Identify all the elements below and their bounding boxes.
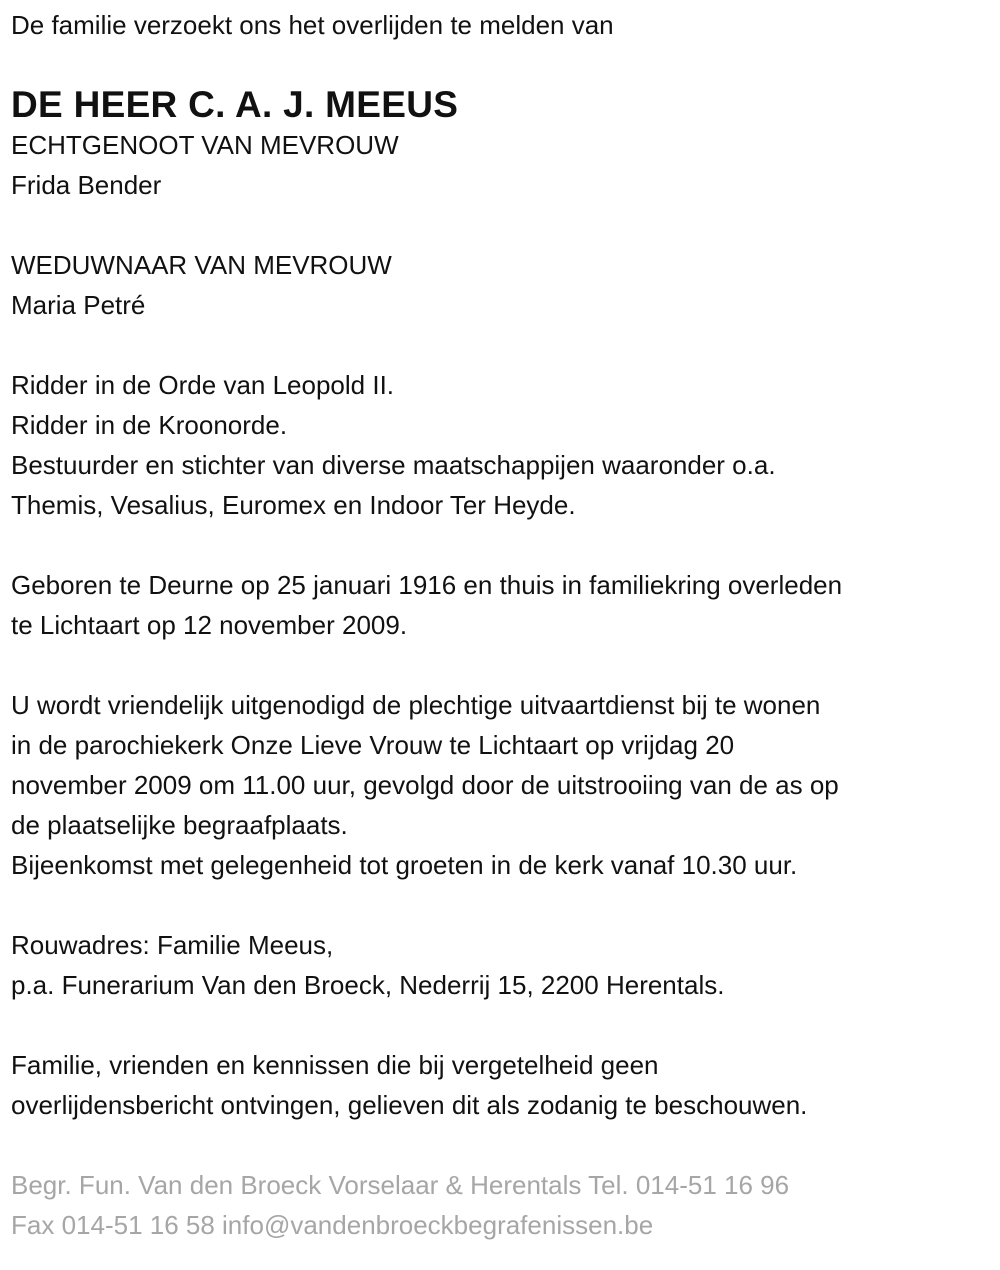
service-line: november 2009 om 11.00 uur, gevolgd door de uitstrooiing van de as op bbox=[11, 770, 839, 800]
service-line: U wordt vriendelijk uitgenodigd de plechtige uitvaartdienst bij te wonen bbox=[11, 690, 821, 720]
spouse2-name: Maria Petré bbox=[11, 290, 146, 320]
honours-line: Bestuurder en stichter van diverse maatschappijen waaronder o.a. bbox=[11, 450, 776, 480]
footer-line: Fax 014-51 16 58 info@vandenbroeckbegrafenissen.be bbox=[11, 1210, 654, 1240]
honours-line: Ridder in de Orde van Leopold II. bbox=[11, 370, 395, 400]
spouse2-label: WEDUWNAAR VAN MEVROUW bbox=[11, 250, 392, 280]
service-line: Bijeenkomst met gelegenheid tot groeten in de kerk vanaf 10.30 uur. bbox=[11, 850, 798, 880]
deceased-name: DE HEER C. A. J. MEEUS bbox=[11, 84, 459, 125]
birth-death-line: Geboren te Deurne op 25 januari 1916 en thuis in familiekring overleden bbox=[11, 570, 843, 600]
notice-line: Familie, vrienden en kennissen die bij vergetelheid geen bbox=[11, 1050, 659, 1080]
service-line: de plaatselijke begraafplaats. bbox=[11, 810, 348, 840]
death-notice bbox=[11, 5, 996, 1245]
service-line: in de parochiekerk Onze Lieve Vrouw te Lichtaart op vrijdag 20 bbox=[11, 730, 735, 760]
intro-text: De familie verzoekt ons het overlijden te melden van bbox=[11, 10, 614, 40]
birth-death-line: te Lichtaart op 12 november 2009. bbox=[11, 610, 408, 640]
footer-line: Begr. Fun. Van den Broeck Vorselaar & Herentals Tel. 014-51 16 96 bbox=[11, 1170, 790, 1200]
address-line: p.a. Funerarium Van den Broeck, Nederrij 15, 2200 Herentals. bbox=[11, 970, 725, 1000]
honours-line: Themis, Vesalius, Euromex en Indoor Ter Heyde. bbox=[11, 490, 576, 520]
spouse1-label: ECHTGENOOT VAN MEVROUW bbox=[11, 130, 399, 160]
funeral-home-footer bbox=[11, 1165, 996, 1245]
honours-line: Ridder in de Kroonorde. bbox=[11, 410, 288, 440]
address-line: Rouwadres: Familie Meeus, bbox=[11, 930, 334, 960]
notice-line: overlijdensbericht ontvingen, gelieven dit als zodanig te beschouwen. bbox=[11, 1090, 808, 1120]
spouse1-name: Frida Bender bbox=[11, 170, 162, 200]
